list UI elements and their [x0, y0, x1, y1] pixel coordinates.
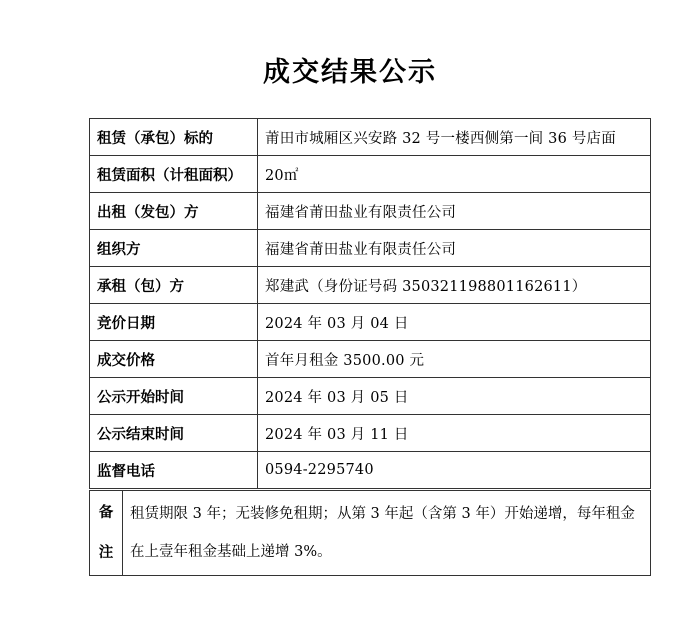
row-label: 租赁（承包）标的: [90, 119, 258, 156]
remark-label-line2: 注: [98, 545, 114, 561]
remark-label-line1: 备: [98, 505, 114, 521]
row-value: 首年月租金 3500.00 元: [258, 341, 651, 378]
row-label: 竞价日期: [90, 304, 258, 341]
row-label: 公示开始时间: [90, 378, 258, 415]
table-row: [90, 452, 651, 489]
result-table: [89, 118, 651, 489]
table-row: [90, 267, 651, 304]
row-value: 0594-2295740: [258, 452, 651, 489]
row-value: 福建省莆田盐业有限责任公司: [258, 230, 651, 267]
page-title: 成交结果公示: [263, 57, 437, 88]
row-value: 莆田市城厢区兴安路 32 号一楼西侧第一间 36 号店面: [258, 119, 651, 156]
row-label: 租赁面积（计租面积）: [90, 156, 258, 193]
row-value: 郑建武（身份证号码 350321198801162611）: [258, 267, 651, 304]
row-label: 公示结束时间: [90, 415, 258, 452]
table-row: [90, 156, 651, 193]
row-value: 福建省莆田盐业有限责任公司: [258, 193, 651, 230]
table-row: [90, 119, 651, 156]
row-label: 组织方: [90, 230, 258, 267]
row-value: 2024 年 03 月 04 日: [258, 304, 651, 341]
row-label: 承租（包）方: [90, 267, 258, 304]
table-row: [90, 378, 651, 415]
remark-row: [90, 491, 651, 576]
remark-text: 租赁期限 3 年；无装修免租期；从第 3 年起（含第 3 年）开始递增，每年租金在上壹年租金基础上递增 3%。: [123, 491, 651, 576]
row-label: 监督电话: [90, 452, 258, 489]
table-row: [90, 304, 651, 341]
table-row: [90, 193, 651, 230]
remark-table: [89, 490, 651, 576]
table-row: [90, 341, 651, 378]
table-row: [90, 415, 651, 452]
row-value: 2024 年 03 月 11 日: [258, 415, 651, 452]
row-label: 出租（发包）方: [90, 193, 258, 230]
remark-label: [90, 491, 123, 576]
row-value: 2024 年 03 月 05 日: [258, 378, 651, 415]
row-label: 成交价格: [90, 341, 258, 378]
table-row: [90, 230, 651, 267]
row-value: 20㎡: [258, 156, 651, 193]
